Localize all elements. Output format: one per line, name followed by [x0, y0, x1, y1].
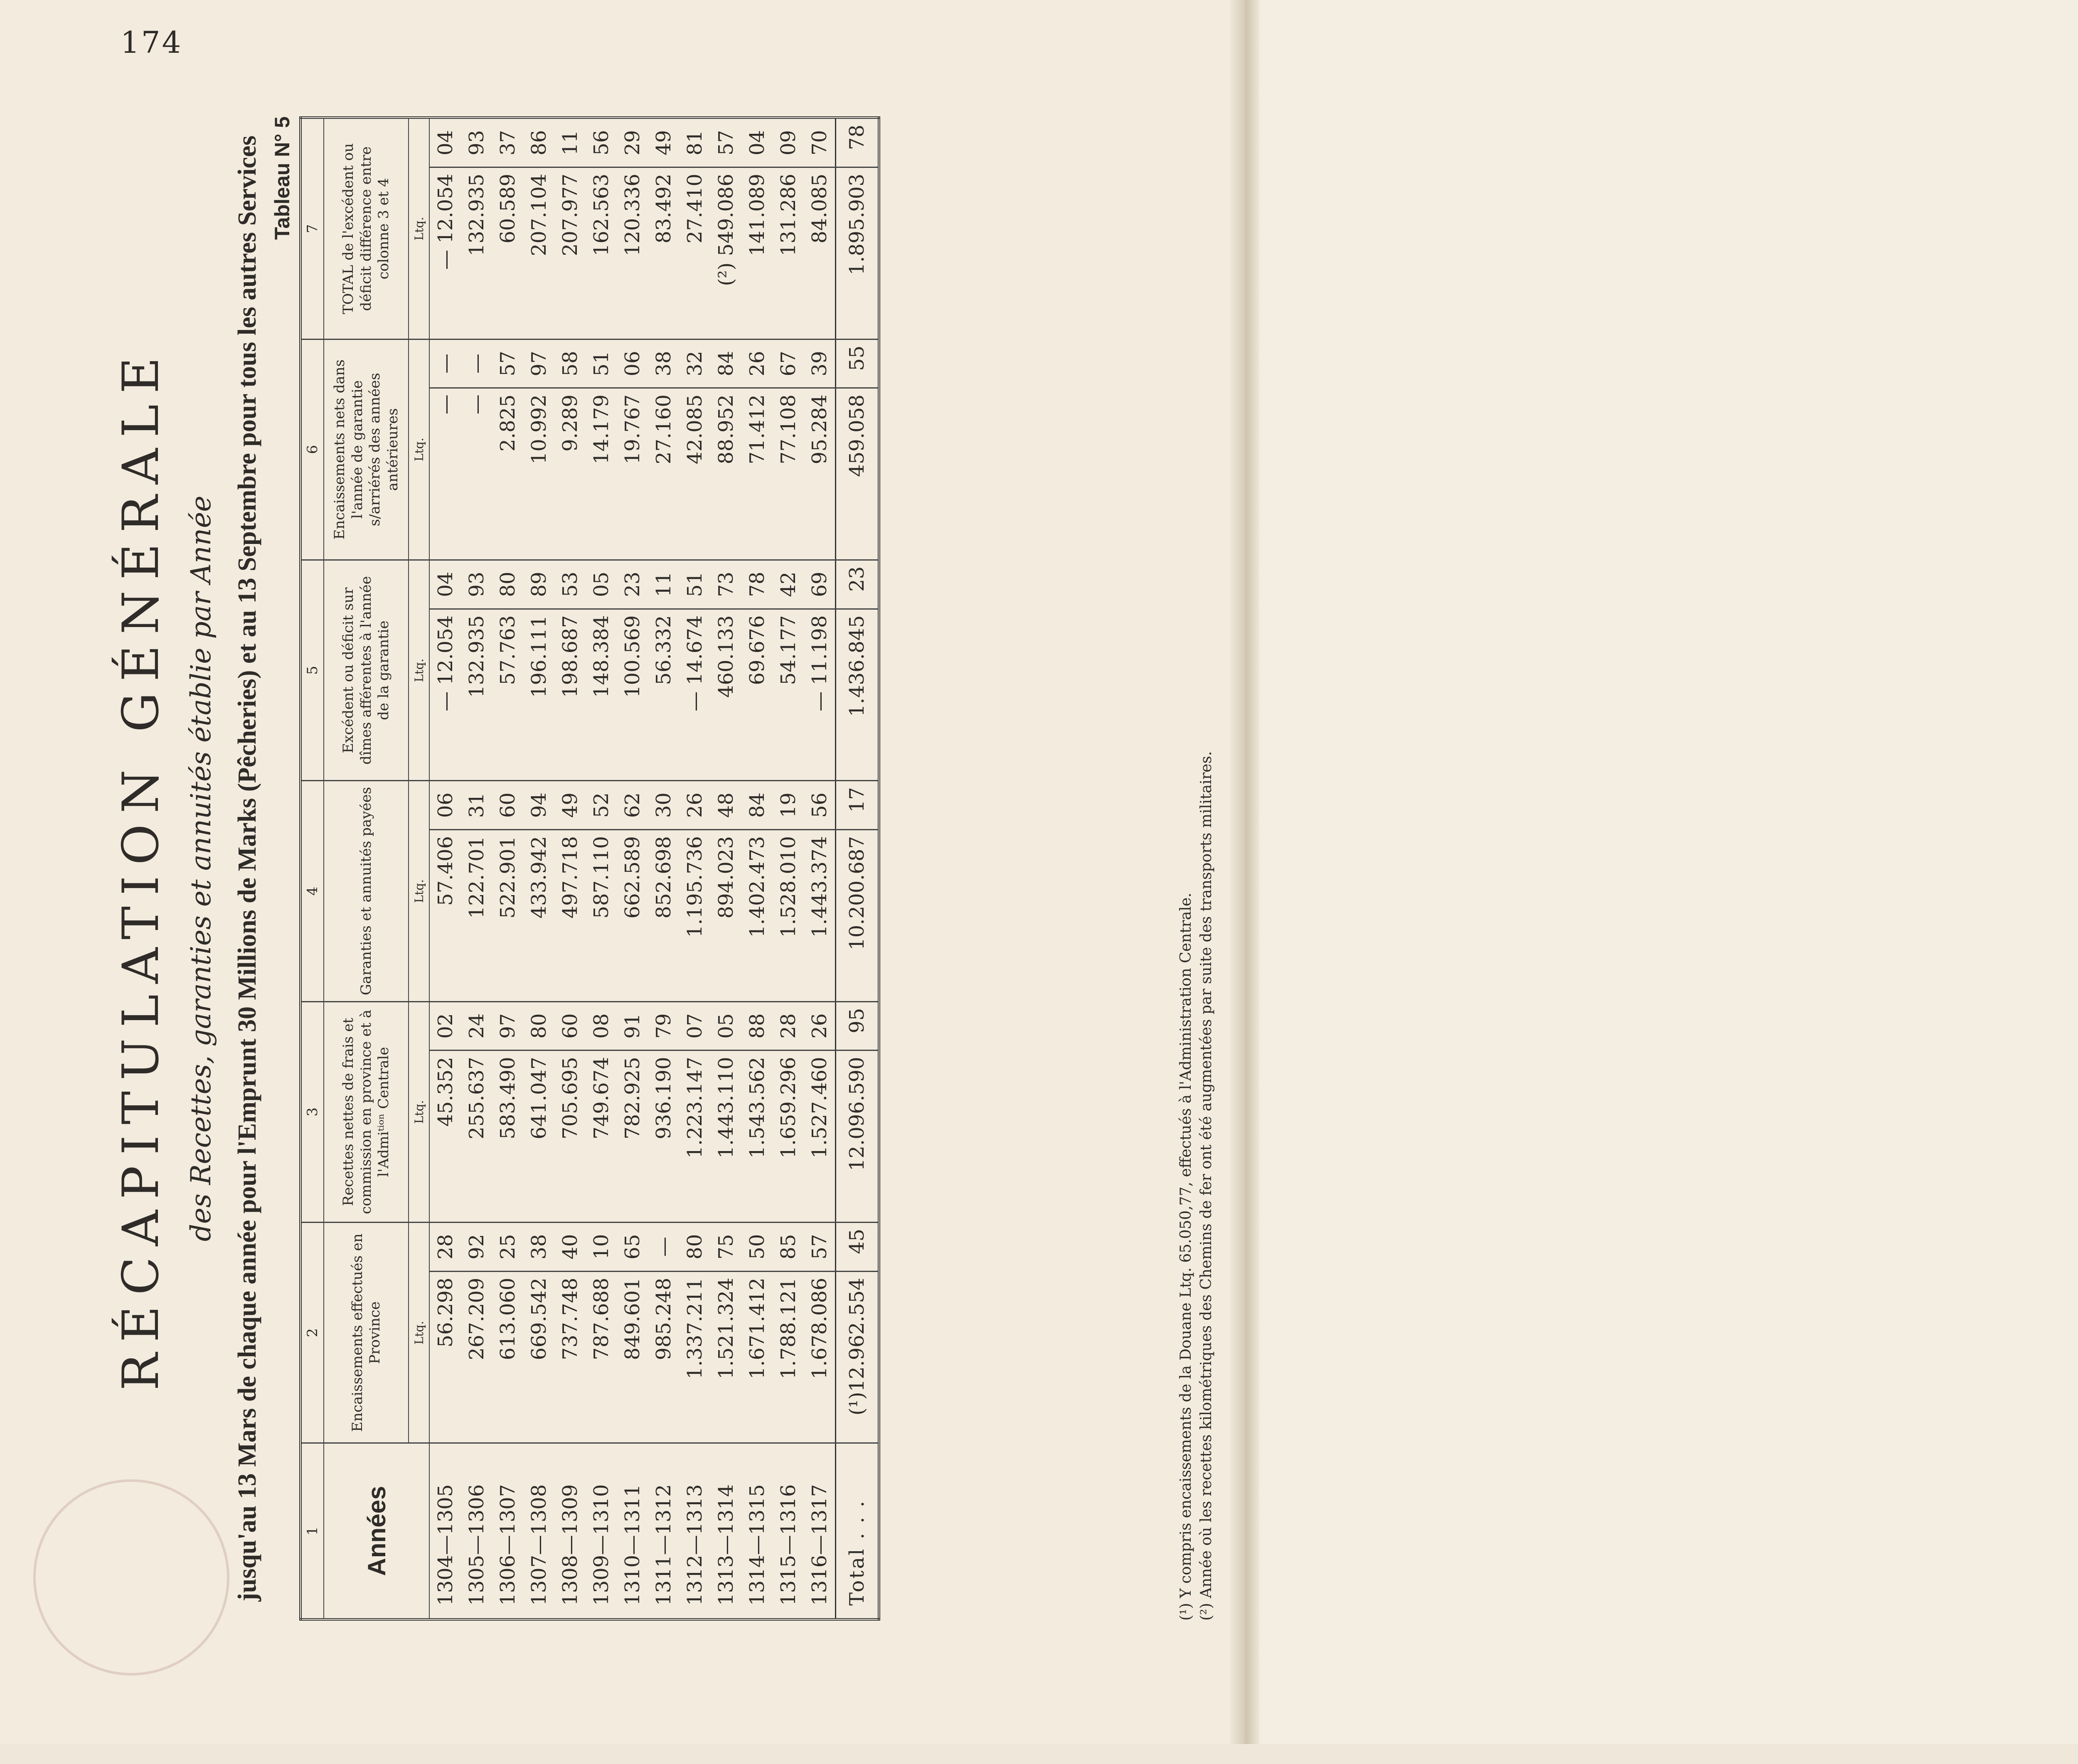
cell-value: 894.023	[710, 829, 741, 1001]
cell-cents: 81	[679, 118, 710, 167]
cell-cents: 02	[429, 1001, 461, 1051]
total-cell: 1.436.845	[836, 609, 879, 781]
cell-cents: 39	[804, 339, 836, 388]
cell-cents: 60	[492, 781, 523, 830]
total-label: Total . . .	[836, 1443, 879, 1619]
cell-cents: 06	[429, 781, 461, 830]
cell-value: 19.767	[617, 388, 648, 560]
cell-value: 849.601	[617, 1271, 648, 1443]
cell-value: 1.659.296	[773, 1051, 804, 1223]
cell-value: 641.047	[523, 1051, 554, 1223]
cell-cents: 70	[804, 118, 836, 167]
colnum-5: 5	[300, 560, 324, 780]
cell-cents: 24	[461, 1001, 492, 1051]
rotated-table-block	[100, 100, 1263, 1637]
cell-value: 71.412	[741, 388, 773, 560]
cell-cents: 60	[554, 1001, 586, 1051]
cell-cents: 56	[586, 118, 617, 167]
cell-cents: 28	[773, 1001, 804, 1051]
cell-cents: 05	[586, 560, 617, 609]
row-year: 1314—1315	[741, 1443, 773, 1619]
header-excedent: Excédent ou déficit sur dîmes afférentes à l'année de la garantie	[324, 560, 409, 780]
cell-cents: 69	[804, 560, 836, 609]
row-year: 1313—1314	[710, 1443, 741, 1619]
cell-cents: —	[648, 1222, 679, 1271]
colnum-2: 2	[300, 1222, 324, 1443]
right-page	[1259, 0, 2078, 1744]
cell-cents: 26	[741, 339, 773, 388]
cell-value: 1.443.110	[710, 1051, 741, 1223]
cell-value: 95.284	[804, 388, 836, 560]
total-cell: 10.200.687	[836, 829, 879, 1001]
table-row	[429, 118, 461, 1619]
cell-cents: 19	[773, 781, 804, 830]
total-cents: 95	[836, 1001, 879, 1051]
cell-cents: 28	[429, 1222, 461, 1271]
cell-cents: 42	[773, 560, 804, 609]
cell-cents: 51	[679, 560, 710, 609]
table-row	[523, 118, 554, 1619]
cell-value: — 14.674	[679, 609, 710, 781]
cell-value: 162.563	[586, 167, 617, 339]
row-year: 1306—1307	[492, 1443, 523, 1619]
cell-cents: 38	[648, 339, 679, 388]
cell-value: 852.698	[648, 829, 679, 1001]
cell-value: 613.060	[492, 1271, 523, 1443]
table-body	[429, 118, 836, 1619]
colnum-1: 1	[300, 1443, 324, 1619]
cell-cents: 51	[586, 339, 617, 388]
colnum-6: 6	[300, 339, 324, 560]
cell-cents: —	[429, 339, 461, 388]
cell-value: (²) 549.086	[710, 167, 741, 339]
column-number-row	[300, 118, 324, 1619]
cell-value: 56.332	[648, 609, 679, 781]
cell-cents: 04	[741, 118, 773, 167]
cell-value: 45.352	[429, 1051, 461, 1223]
cell-cents: 48	[710, 781, 741, 830]
cell-value: 100.569	[617, 609, 648, 781]
cell-cents: 30	[648, 781, 679, 830]
table-row	[741, 118, 773, 1619]
cell-cents: 26	[804, 1001, 836, 1051]
cell-value: 148.384	[586, 609, 617, 781]
recap-table	[299, 116, 880, 1621]
cell-value: 1.543.562	[741, 1051, 773, 1223]
cell-cents: 23	[617, 560, 648, 609]
cell-value: —	[429, 388, 461, 560]
cell-cents: 11	[648, 560, 679, 609]
cell-value: 9.289	[554, 388, 586, 560]
cell-value: 27.160	[648, 388, 679, 560]
cell-cents: 57	[492, 339, 523, 388]
row-year: 1305—1306	[461, 1443, 492, 1619]
table-row	[679, 118, 710, 1619]
cell-cents: 58	[554, 339, 586, 388]
cell-value: 1.337.211	[679, 1271, 710, 1443]
cell-cents: 97	[492, 1001, 523, 1051]
cell-cents: 67	[773, 339, 804, 388]
cell-cents: 93	[461, 118, 492, 167]
table-row	[461, 118, 492, 1619]
table-row	[773, 118, 804, 1619]
cell-value: 267.209	[461, 1271, 492, 1443]
cell-value: — 12.054	[429, 609, 461, 781]
cell-value: 207.104	[523, 167, 554, 339]
cell-value: 782.925	[617, 1051, 648, 1223]
colnum-4: 4	[300, 781, 324, 1001]
colnum-3: 3	[300, 1001, 324, 1222]
cell-value: 587.110	[586, 829, 617, 1001]
cell-value: 1.527.460	[804, 1051, 836, 1223]
cell-value: 737.748	[554, 1271, 586, 1443]
table-row	[710, 118, 741, 1619]
row-year: 1316—1317	[804, 1443, 836, 1619]
cell-cents: 86	[523, 118, 554, 167]
cell-value: 749.674	[586, 1051, 617, 1223]
cell-cents: 25	[492, 1222, 523, 1271]
total-cents: 78	[836, 118, 879, 167]
cell-cents: 37	[492, 118, 523, 167]
cell-cents: 40	[554, 1222, 586, 1271]
cell-value: 60.589	[492, 167, 523, 339]
cell-value: 83.492	[648, 167, 679, 339]
row-year: 1307—1308	[523, 1443, 554, 1619]
cell-value: 14.179	[586, 388, 617, 560]
total-cell: 12.096.590	[836, 1051, 879, 1223]
cell-cents: 04	[429, 118, 461, 167]
cell-value: 255.637	[461, 1051, 492, 1223]
cell-value: 497.718	[554, 829, 586, 1001]
cell-value: 122.701	[461, 829, 492, 1001]
cell-cents: 92	[461, 1222, 492, 1271]
unit-label: Ltq.	[409, 118, 429, 339]
cell-value: 1.223.147	[679, 1051, 710, 1223]
cell-cents: 09	[773, 118, 804, 167]
footnote-2: (²) Année où les recettes kilométriques des Chemins de fer ont été augmentées par suite des transports militaires.	[1197, 751, 1215, 1621]
cell-value: 787.688	[586, 1271, 617, 1443]
cell-cents: 79	[648, 1001, 679, 1051]
cell-cents: 49	[648, 118, 679, 167]
cell-value: 57.406	[429, 829, 461, 1001]
cell-cents: 57	[804, 1222, 836, 1271]
total-cents: 17	[836, 781, 879, 830]
header-row	[324, 118, 409, 1619]
row-year: 1309—1310	[586, 1443, 617, 1619]
row-year: 1315—1316	[773, 1443, 804, 1619]
cell-value: 522.901	[492, 829, 523, 1001]
subtitle-detail: jusqu'au 13 Mars de chaque année pour l'Emprunt 30 Millions de Marks (Pêcheries) et au 13 Septembre pour tous les autres Services	[233, 135, 261, 1602]
cell-cents: 88	[741, 1001, 773, 1051]
cell-value: —	[461, 388, 492, 560]
cell-value: 42.085	[679, 388, 710, 560]
page-number: 174	[121, 25, 183, 60]
cell-cents: 84	[741, 781, 773, 830]
row-year: 1312—1313	[679, 1443, 710, 1619]
unit-label: Ltq.	[409, 781, 429, 1001]
cell-cents: 57	[710, 118, 741, 167]
cell-value: 207.977	[554, 167, 586, 339]
cell-cents: 97	[523, 339, 554, 388]
table-row	[554, 118, 586, 1619]
cell-cents: 73	[710, 560, 741, 609]
unit-label: Ltq.	[409, 560, 429, 780]
cell-cents: 53	[554, 560, 586, 609]
cell-value: 196.111	[523, 609, 554, 781]
table-tag: Tableau N° 5	[271, 116, 294, 240]
total-cents: 45	[836, 1222, 879, 1271]
header-encaissements-nets: Encaissements nets dans l'année de garantie s/arriérés des années antérieures	[324, 339, 409, 560]
row-year: 1310—1311	[617, 1443, 648, 1619]
cell-value: 27.410	[679, 167, 710, 339]
unit-label: Ltq.	[409, 339, 429, 560]
header-encaissements: Encaissements effectués en Province	[324, 1222, 409, 1443]
cell-value: 77.108	[773, 388, 804, 560]
cell-cents: 65	[617, 1222, 648, 1271]
cell-value: 141.089	[741, 167, 773, 339]
cell-value: 1.195.736	[679, 829, 710, 1001]
cell-cents: 80	[679, 1222, 710, 1271]
header-total: TOTAL de l'excédent ou déficit différence entre colonne 3 et 4	[324, 118, 409, 339]
cell-cents: 56	[804, 781, 836, 830]
cell-cents: 75	[710, 1222, 741, 1271]
table-row	[617, 118, 648, 1619]
cell-cents: 11	[554, 118, 586, 167]
colnum-7: 7	[300, 118, 324, 339]
cell-cents: 04	[429, 560, 461, 609]
cell-value: 985.248	[648, 1271, 679, 1443]
cell-cents: 94	[523, 781, 554, 830]
cell-value: 57.763	[492, 609, 523, 781]
cell-value: 120.336	[617, 167, 648, 339]
cell-cents: 06	[617, 339, 648, 388]
cell-value: 88.952	[710, 388, 741, 560]
cell-cents: 49	[554, 781, 586, 830]
cell-value: 583.490	[492, 1051, 523, 1223]
cell-value: 1.443.374	[804, 829, 836, 1001]
row-year: 1308—1309	[554, 1443, 586, 1619]
cell-value: 1.402.473	[741, 829, 773, 1001]
cell-value: 669.542	[523, 1271, 554, 1443]
cell-value: 84.085	[804, 167, 836, 339]
total-row	[836, 118, 879, 1619]
cell-value: 132.935	[461, 167, 492, 339]
cell-value: 433.942	[523, 829, 554, 1001]
total-cents: 55	[836, 339, 879, 388]
unit-label: Ltq.	[409, 1001, 429, 1222]
cell-cents: 62	[617, 781, 648, 830]
cell-value: 936.190	[648, 1051, 679, 1223]
page-title: RÉCAPITULATION GÉNÉRALE	[112, 346, 170, 1391]
cell-value: — 11.198	[804, 609, 836, 781]
cell-cents: 80	[523, 1001, 554, 1051]
cell-value: 1.521.324	[710, 1271, 741, 1443]
cell-cents: 80	[492, 560, 523, 609]
cell-value: 198.687	[554, 609, 586, 781]
footnote-1: (¹) Y compris encaissements de la Douane Ltq. 65.050,77, effectués à l'Administration Centrale.	[1177, 893, 1194, 1621]
cell-cents: 91	[617, 1001, 648, 1051]
cell-value: 10.992	[523, 388, 554, 560]
unit-label: Ltq.	[409, 1222, 429, 1443]
table-row	[804, 118, 836, 1619]
cell-cents: 26	[679, 781, 710, 830]
cell-value: 662.589	[617, 829, 648, 1001]
cell-cents: —	[461, 339, 492, 388]
header-annees: Années	[324, 1443, 429, 1619]
subtitle: des Recettes, garanties et annuités établie par Année	[185, 495, 217, 1242]
cell-value: 131.286	[773, 167, 804, 339]
cell-value: 1.671.412	[741, 1271, 773, 1443]
cell-value: 69.676	[741, 609, 773, 781]
row-year: 1311—1312	[648, 1443, 679, 1619]
cell-value: 1.788.121	[773, 1271, 804, 1443]
cell-value: 1.528.010	[773, 829, 804, 1001]
cell-value: 54.177	[773, 609, 804, 781]
cell-cents: 29	[617, 118, 648, 167]
cell-value: 1.678.086	[804, 1271, 836, 1443]
unit-row	[409, 118, 429, 1619]
cell-value: 132.935	[461, 609, 492, 781]
table-row	[492, 118, 523, 1619]
cell-value: 460.133	[710, 609, 741, 781]
cell-cents: 10	[586, 1222, 617, 1271]
footnotes	[1176, 116, 1216, 1621]
cell-cents: 32	[679, 339, 710, 388]
cell-cents: 52	[586, 781, 617, 830]
total-cents: 23	[836, 560, 879, 609]
cell-cents: 78	[741, 560, 773, 609]
cell-cents: 93	[461, 560, 492, 609]
cell-value: 56.298	[429, 1271, 461, 1443]
cell-value: 705.695	[554, 1051, 586, 1223]
table-row	[648, 118, 679, 1619]
cell-cents: 89	[523, 560, 554, 609]
cell-cents: 07	[679, 1001, 710, 1051]
total-cell: (¹)12.962.554	[836, 1271, 879, 1443]
total-cell: 459.058	[836, 388, 879, 560]
cell-cents: 05	[710, 1001, 741, 1051]
cell-cents: 84	[710, 339, 741, 388]
total-cell: 1.895.903	[836, 167, 879, 339]
cell-cents: 31	[461, 781, 492, 830]
cell-value: — 12.054	[429, 167, 461, 339]
row-year: 1304—1305	[429, 1443, 461, 1619]
table-row	[586, 118, 617, 1619]
header-garanties: Garanties et annuités payées	[324, 781, 409, 1001]
cell-cents: 50	[741, 1222, 773, 1271]
cell-value: 2.825	[492, 388, 523, 560]
header-recettes-nettes: Recettes nettes de frais et commission en province et à l'Admiᵗⁱᵒⁿ Centrale	[324, 1001, 409, 1222]
cell-cents: 85	[773, 1222, 804, 1271]
cell-cents: 38	[523, 1222, 554, 1271]
cell-cents: 08	[586, 1001, 617, 1051]
